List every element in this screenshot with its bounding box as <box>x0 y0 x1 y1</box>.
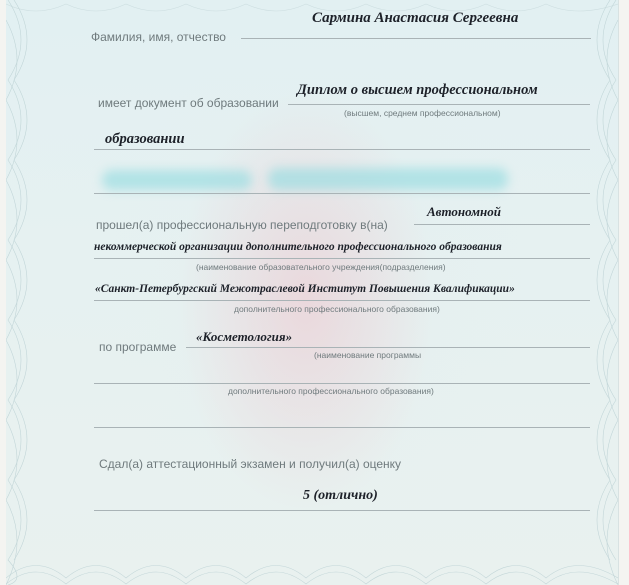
organization-underline-3 <box>94 300 590 301</box>
retraining-label: прошел(а) профессиональную переподготовку в(на) <box>96 218 388 232</box>
program-hint-2: дополнительного профессионального образования) <box>228 386 434 396</box>
redacted-region <box>102 170 252 190</box>
name-underline <box>241 38 591 39</box>
name-value: Сармина Анастасия Сергеевна <box>312 10 519 26</box>
document-underline-1 <box>288 104 590 105</box>
grade-underline <box>94 510 590 511</box>
organization-hint-1: (наименование образовательного учреждения(подразделения) <box>196 262 446 272</box>
document-value-line1: Диплом о высшем профессиональном <box>297 82 538 98</box>
redacted-underline <box>94 193 590 194</box>
exam-label: Сдал(а) аттестационный экзамен и получил(а) оценку <box>99 457 402 471</box>
organization-underline-2 <box>94 258 590 259</box>
redacted-region-2 <box>268 168 508 190</box>
guilloche-border-left <box>6 0 46 585</box>
document-underline-2 <box>94 149 590 150</box>
program-value: «Косметология» <box>196 329 293 344</box>
program-hint-1: (наименование программы <box>314 350 422 360</box>
organization-hint-2: дополнительного профессионального образования) <box>234 304 440 314</box>
grade-value: 5 (отлично) <box>303 488 378 503</box>
organization-value-line1: Автономной <box>427 204 501 219</box>
name-label: Фамилия, имя, отчество <box>91 30 226 44</box>
program-label: по программе <box>99 340 177 354</box>
organization-value-line3: «Санкт-Петербургский Межотраслевой Институт Повышения Квалификации» <box>95 283 515 295</box>
organization-value-line2: некоммерческой организации дополнительного профессионального образования <box>94 241 502 253</box>
document-label: имеет документ об образовании <box>98 96 279 110</box>
document-value-line2: образовании <box>105 131 185 147</box>
retraining-underline <box>414 224 590 225</box>
program-underline-3 <box>94 427 590 428</box>
document-hint: (высшем, среднем профессиональном) <box>344 108 501 118</box>
program-underline-2 <box>94 383 590 384</box>
certificate-sheet <box>6 0 619 585</box>
program-underline <box>186 347 590 348</box>
guilloche-border-bottom <box>6 548 618 585</box>
guilloche-border-right <box>578 0 618 585</box>
